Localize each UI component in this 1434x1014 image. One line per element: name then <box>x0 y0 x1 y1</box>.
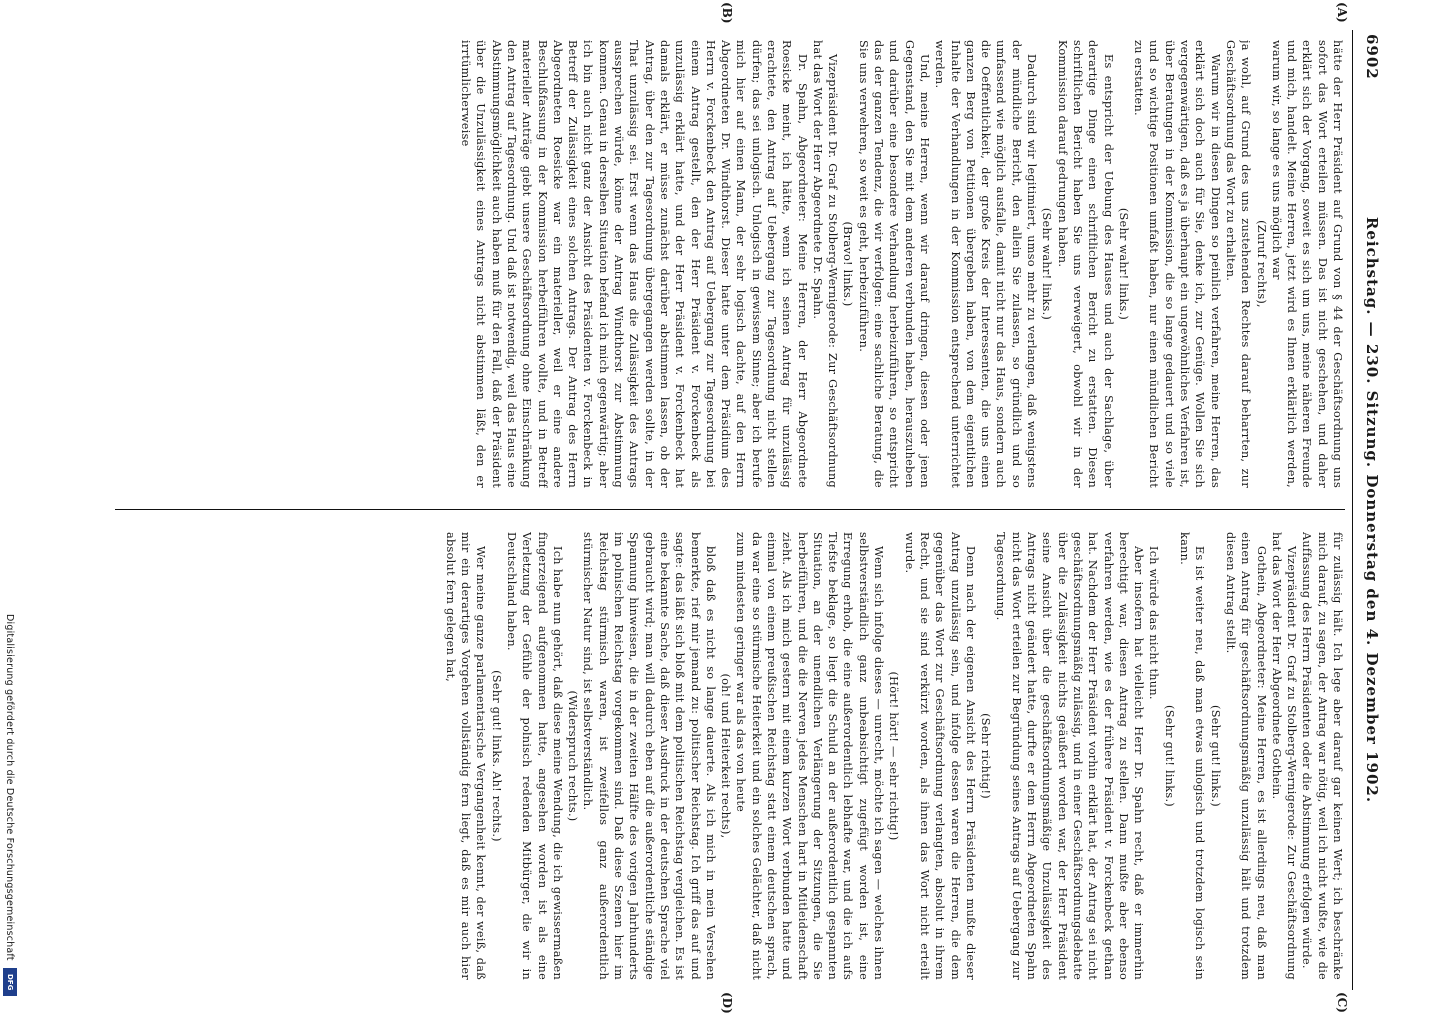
paragraph: Wer meine ganze parlamentarische Vergangenheit kennt, der weiß, daß mir ein derartiges Vorgehen vollständig fern liegt, daß es mir auch hier absolut fern gelegen hat, <box>443 532 488 980</box>
paragraph: (Sehr gut! links.) <box>1162 705 1176 807</box>
paragraph: (Bravo! links.) <box>841 221 855 307</box>
paragraph: Vizepräsident Dr. Graf zu Stolberg-Wernigerode: Zur Geschäftsordnung hat das Wort der Herr Abgeordnete Gothein. <box>1269 532 1299 980</box>
margin-marker-b: (B) <box>720 2 734 24</box>
margin-marker-d: (D) <box>720 992 734 1014</box>
paragraph: (oh! und Heiterkeit rechts), <box>719 673 733 839</box>
paragraph: für zulässig hält. Ich lege aber darauf gar keinen Wert; ich beschränke mich darauf, zu sagen, der Antrag war nötig, weil ich nicht wußte, wie die Auffassung des Herrn Präsidenten oder die Abstimmung erfolgen würde. <box>1300 532 1344 980</box>
paragraph: Aber insofern hat vielleicht Herr Dr. Spahn recht, daß er immerhin berechtigt war, diesen Antrag zu stellen. Dann mußte aber ebenso verfahren werden, wie es der frühere Präsident v. Forckenbeck gethan hat. Nachdem der Herr Präsident vorhin erklärt hat, der Antrag sei nicht geschäftsordnungsmäßig zulässig, und in einer Geschäftsordnungsdebatte über die Zulässigkeit nichts geäußert worden war, der Herr Präsident seine Ansicht über die geschäftsordnungsmäßige Unzulässigkeit des Antrags nicht geändert hatte, durfte er dem Herrn Abgeordneten Spahn nicht das Wort erteilen zur Begründung seines Antrags auf Uebergang zur Tagesordnung. <box>994 532 1146 980</box>
margin-marker-c: (C) <box>1335 992 1349 1013</box>
paragraph: (Sehr richtig!) <box>979 713 993 799</box>
left-text-column <box>115 40 1345 488</box>
paragraph: Dadurch sind wir legitimiert, umso mehr zu verlangen, daß wenigstens der mündliche Bericht, den allein Sie zulassen, so gründlich und so umfassend wie möglich ausfalle, damit nicht nur das Haus, sondern auch die Oeffentlichkeit, der große Kreis der Interessenten, die uns einen ganzen Berg von Petitionen übergeben haben, von dem eigentlichen Inhalte der Verhandlungen in der Kommission entsprechend unterrichtet werden. <box>933 40 1039 488</box>
paragraph: ja wohl, auf Grund des uns zustehenden Rechtes darauf beharrten, zur Geschäftsordnung das Wort zu erhalten. <box>1223 40 1253 488</box>
paragraph: (Sehr wahr! links.) <box>1116 207 1130 321</box>
margin-marker-a: (A) <box>1335 2 1349 23</box>
right-text-column <box>115 532 1345 980</box>
column-divider <box>115 509 1345 510</box>
paragraph: bloß daß es nicht so lange dauerte. Als ich mich in mein Versehen bemerkte, rief mir jemand zu: politischer Reichstag. Ich griff das auf und sagte: das läßt sich bloß mit dem politischen Reichstag vergleichen. Es ist eine bekannte Sache, daß dieser Ausdruck in der deutschen Sprache viel gebraucht wird; man will dadurch eben auf die außerordentliche ständige Spannung hinweisen, die in der zweiten Hälfte des vorigen Jahrhunderts im polnischen Reichstag vorgekommen sind. Daß diese Szenen hier im Reichstag stürmisch waren, ist zweifellos ganz außerordentlich stürmischer Natur sind, ist selbstverständlich. <box>581 532 717 980</box>
paragraph: Wenn sich infolge dieses — unrecht, möchte ich sagen — welches ihnen selbstverständlich ganz unbeabsichtigt zugefügt worden ist, eine Erregung erhob, die eine außerordentlich lebhafte war, und die ich aufs Tiefste beklage, so liegt die Schuld an der außerordentlich gespannten Situation, an der unendlichen Verlängerung der Sitzungen, die Sie herbeiführen, und die die Nerven jedes Menschen hart in Mitleidenschaft zieht. Als ich mich gestern mit einem kurzen Wort verbunden hatte und einmal von einem preußischen Reichstag statt einem deutschen sprach, da war eine so stürmische Heiterkeit und ein solches Gelächter, daß nicht zum mindesten geringer war als das von heute <box>734 532 886 980</box>
paragraph: (Sehr gut! links.) <box>1208 705 1222 807</box>
paragraph: (Sehr gut! links. Ah! rechts.) <box>489 670 503 842</box>
page-number: 6902 <box>1363 34 1381 80</box>
page-title: Reichstag. — 230. Sitzung. Donnerstag den 4. Dezember 1902. <box>1363 216 1381 804</box>
paragraph: (Widerspruch rechts.) <box>566 690 580 822</box>
footer-credit: Digitalisierung gefördert durch die Deutsche Forschungsgemeinschaft <box>4 614 15 961</box>
paragraph: hätte der Herr Präsident auf Grund von § 44 der Geschäftsordnung uns sofort das Wort erteilen müssen. Das ist nicht geschehen, und daher erklärt sich der Vorgang, soweit es sich um uns, meine näheren Freunde und mich, handelt. Meine Herren, jetzt wird es Ihnen erklärlich werden, warum wir, so lange es uns möglich war <box>1269 40 1344 488</box>
page-header <box>1355 30 1389 990</box>
paragraph: (Sehr wahr! links.) <box>1040 207 1054 321</box>
paragraph: Ich habe nun gehört, daß diese meine Wendung, die ich gewissermaßen fingerzeigend aufgenommen hatte, angesehen worden ist als eine Verletzung der Gefühle der polnisch redenden Mitbürger, die wir in Deutschland haben. <box>504 532 564 980</box>
paragraph: Ich würde das nicht thun. <box>1147 546 1161 700</box>
paragraph: (Zuruf rechts), <box>1254 220 1268 308</box>
paragraph: Gothein, Abgeordneter: Meine Herren, es ist allerdings neu, daß man einen Antrag für geschäftsordnungsmäßig unzulässig hält und trotzdem diesen Antrag stellt. <box>1223 532 1268 980</box>
paragraph: Es entspricht der Uebung des Hauses und auch der Sachlage, über derartige Dinge einen schriftlichen Bericht zu erstatten. Diesen schriftlichen Bericht haben Sie uns verweigert, obwohl wir in der Kommission darauf gedrungen haben. <box>1055 40 1115 488</box>
digitization-footer <box>3 612 17 998</box>
paragraph: (Hört! hört! — sehr richtig!) <box>887 671 901 841</box>
paragraph: Und, meine Herren, wenn wir darauf dringen, diesen oder jenen Gegenstand, den Sie mit dem anderen verbunden haben, herauszuheben und darüber eine besondere Verhandlung herbeizuführen, so entspricht das der ganzen Tendenz, die wir verfolgen: eine sachliche Beratung, die Sie uns verwehren, so weit es geht, herbeizuführen. <box>856 40 931 488</box>
paragraph: Dr. Spahn, Abgeordneter: Meine Herren, der Herr Abgeordnete Roesicke meint, ich hätte, wenn ich seinen Antrag für unzulässig erachtete, den Antrag auf Uebergang zur Tagesordnung nicht stellen dürfen; das sei unlogisch. Unlogisch in gewissem Sinne; aber ich berufe mich hier auf einen Mann, der sehr logisch dachte, auf den Herrn Abgeordneten Dr. Windthorst. Dieser hatte unter dem Präsidium des Herrn v. Forckenbeck den Antrag auf Uebergang zur Tagesordnung bei einem Antrag gestellt, den der Herr Präsident v. Forckenbeck als unzulässig erklärt hatte, und der Herr Präsident v. Forckenbeck hat damals erklärt, er müsse zunächst darüber abstimmen lassen, ob der Antrag, über den zur Tagesordnung übergegangen werden sollte, in der That unzulässig sei. Erst wenn das Haus die Zulässigkeit des Antrags aussprechen würde, könne der Antrag Windthorst zur Abstimmung kommen. Genau in derselben Situation befand ich mich gegenwärtig; aber ich bin auch nicht ganz der Ansicht des Präsidenten v. Forckenbeck in Betreff der Zulässigkeit eines solchen Antrags. Der Antrag des Herrn Abgeordneten Roesicke war ein materieller, weil er eine andere Beschlußfassung in der Kommission herbeiführen wollte, und in Betreff materieller Anträge giebt unsere Geschäftsordnung ohne Einschränkung den Antrag auf Tagesordnung. Und daß ist notwendig, weil das Haus eine Abstimmungsmöglichkeit auch haben muß für den Fall, daß der Präsident über die Unzulässigkeit eines Antrags nicht abstimmen läßt, den er irrtümlicherweise <box>459 40 809 488</box>
paragraph: Vizepräsident Dr. Graf zu Stolberg-Wernigerode: Zur Geschäftsordnung hat das Wort der Herr Abgeordnete Dr. Spahn. <box>810 40 840 488</box>
paragraph: Es ist weiter neu, daß man etwas unlogisch und trotzdem logisch sein kann. <box>1178 532 1207 980</box>
paragraph: Denn nach der eigenen Ansicht des Herrn Präsidenten mußte dieser Antrag unzulässig sein, und infolge dessen waren die Herren, die dem gegenüber das Wort zur Geschäftsordnung verlangten, absolut in ihrem Recht, und sie sind verkürzt worden, als ihnen das Wort nicht erteilt wurde. <box>902 532 977 980</box>
header-rule <box>1352 30 1353 990</box>
dfg-logo: DFG <box>3 968 17 996</box>
rotated-newspaper-page <box>59 2 1389 1014</box>
paragraph: Warum wir in diesen Dingen so peinlich verfahren, meine Herren, das erklärt sich doch auch für Sie, denke ich, zur Genüge. Wollen Sie sich vergegenwärtigen, daß es ja überhaupt ein ungewöhnliches Verfahren ist, über Beratungen in der Kommission, die so lange gedauert und so viele und so wichtige Positionen umfaßt haben, nur einen mündlichen Bericht zu erstatten. <box>1132 40 1222 488</box>
